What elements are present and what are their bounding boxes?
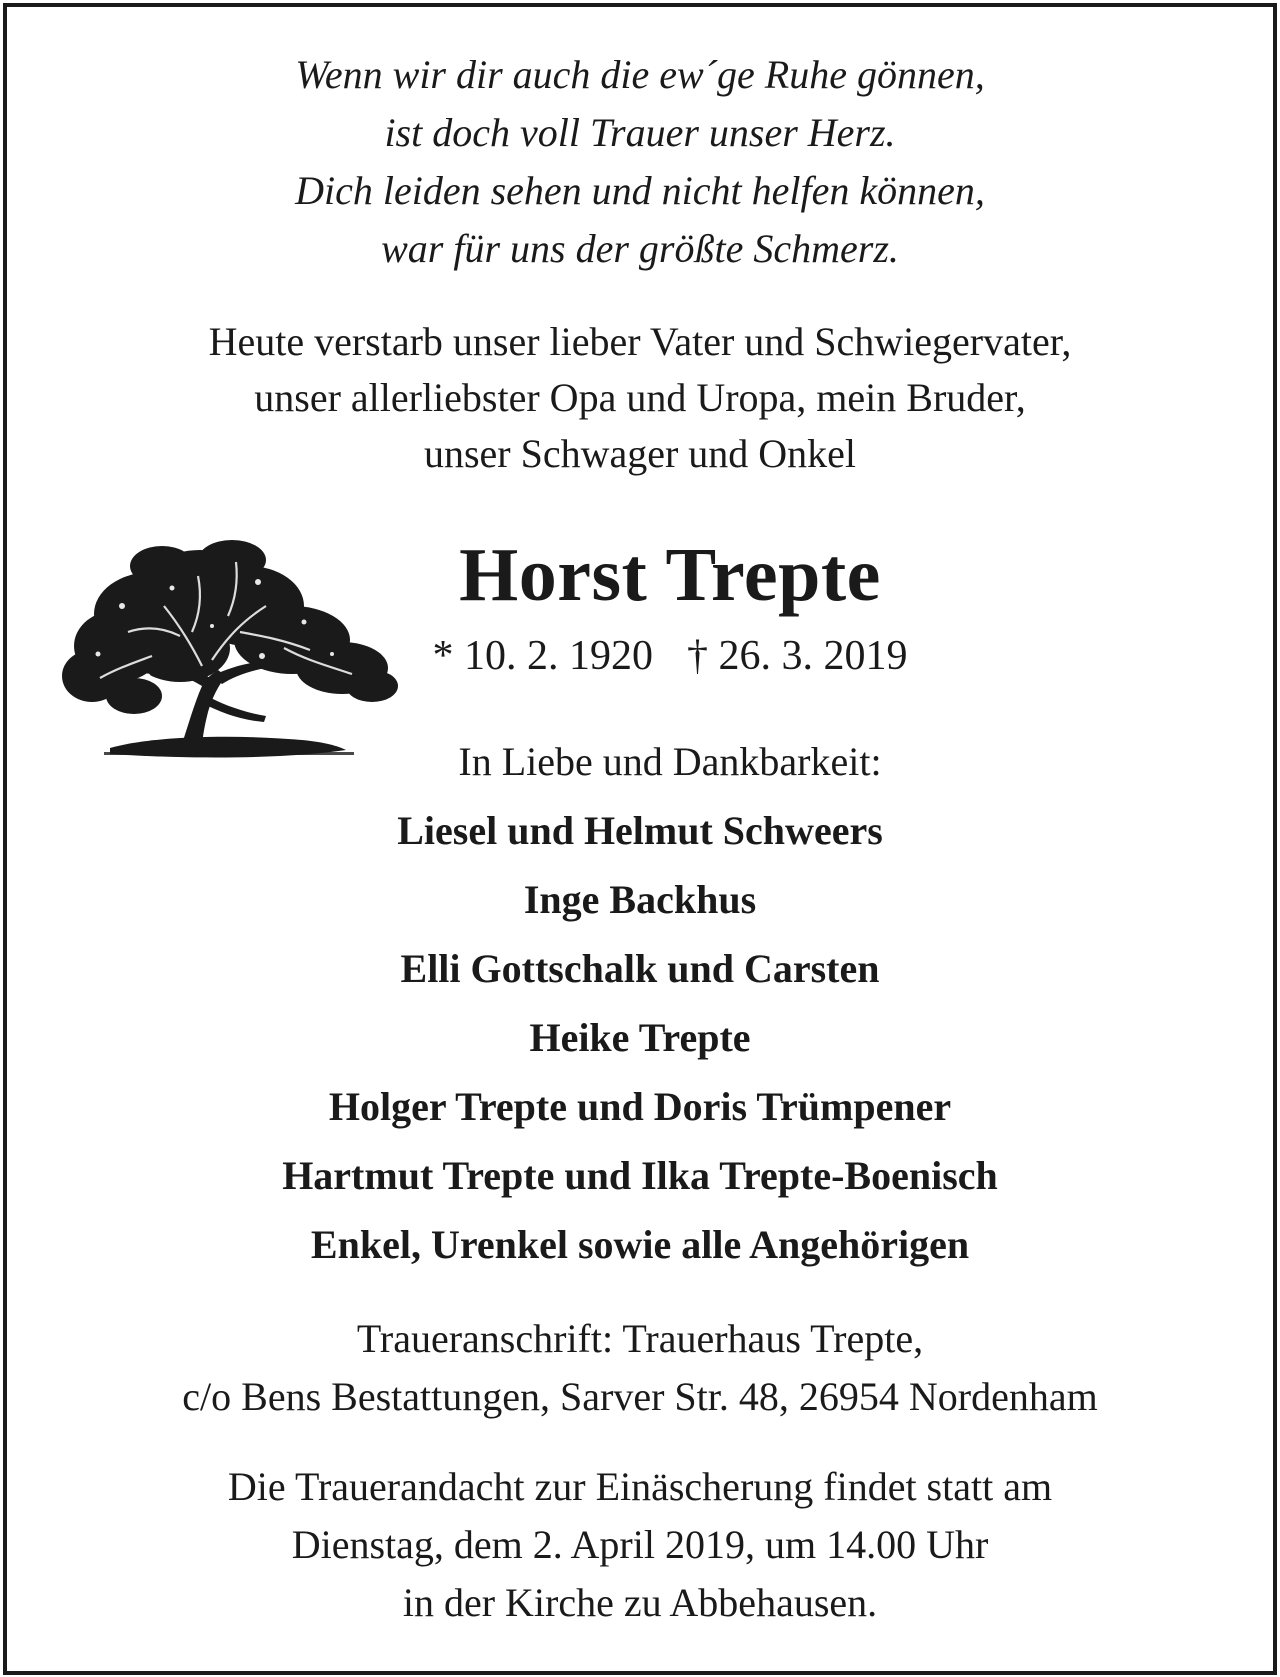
poem <box>0 46 1280 278</box>
mourning-address <box>0 1310 1280 1426</box>
deceased-name: Horst Trepte <box>459 533 881 617</box>
family-member: Holger Trepte und Doris Trümpener <box>328 1084 952 1129</box>
service-line: Dienstag, dem 2. April 2019, um 14.00 Uhr <box>291 1522 989 1567</box>
announcement-line: unser Schwager und Onkel <box>423 431 857 476</box>
address-line: Traueranschrift: Trauerhaus Trepte, <box>356 1316 924 1361</box>
announcement-text <box>0 314 1280 482</box>
announcement-line: Heute verstarb unser lieber Vater und Schwiegervater, <box>208 319 1072 364</box>
family-member: Hartmut Trepte und Ilka Trepte-Boenisch <box>282 1153 998 1198</box>
announcement-line: unser allerliebster Opa und Uropa, mein Bruder, <box>254 375 1026 420</box>
poem-line: ist doch voll Trauer unser Herz. <box>384 110 896 155</box>
service-line: in der Kirche zu Abbehausen. <box>402 1580 878 1625</box>
death-date: † 26. 3. 2019 <box>687 633 908 679</box>
poem-line: Wenn wir dir auch die ew´ge Ruhe gönnen, <box>295 52 985 97</box>
family-member: Enkel, Urenkel sowie alle Angehörigen <box>310 1222 970 1267</box>
poem-line: Dich leiden sehen und nicht helfen können, <box>295 168 985 213</box>
service-line: Die Trauerandacht zur Einäscherung findet statt am <box>227 1464 1053 1509</box>
family-member: Liesel und Helmut Schweers <box>397 808 883 853</box>
family-heading: In Liebe und Dankbarkeit: <box>458 739 882 784</box>
birth-date: * 10. 2. 1920 <box>432 633 653 679</box>
address-line: c/o Bens Bestattungen, Sarver Str. 48, 26954 Nordenham <box>182 1374 1098 1419</box>
life-dates <box>350 630 990 682</box>
family-member: Heike Trepte <box>529 1015 751 1060</box>
family-list <box>0 796 1280 1279</box>
family-member: Inge Backhus <box>523 877 757 922</box>
poem-line: war für uns der größte Schmerz. <box>381 226 899 271</box>
service-info <box>0 1458 1280 1632</box>
family-member: Elli Gottschalk und Carsten <box>400 946 880 991</box>
